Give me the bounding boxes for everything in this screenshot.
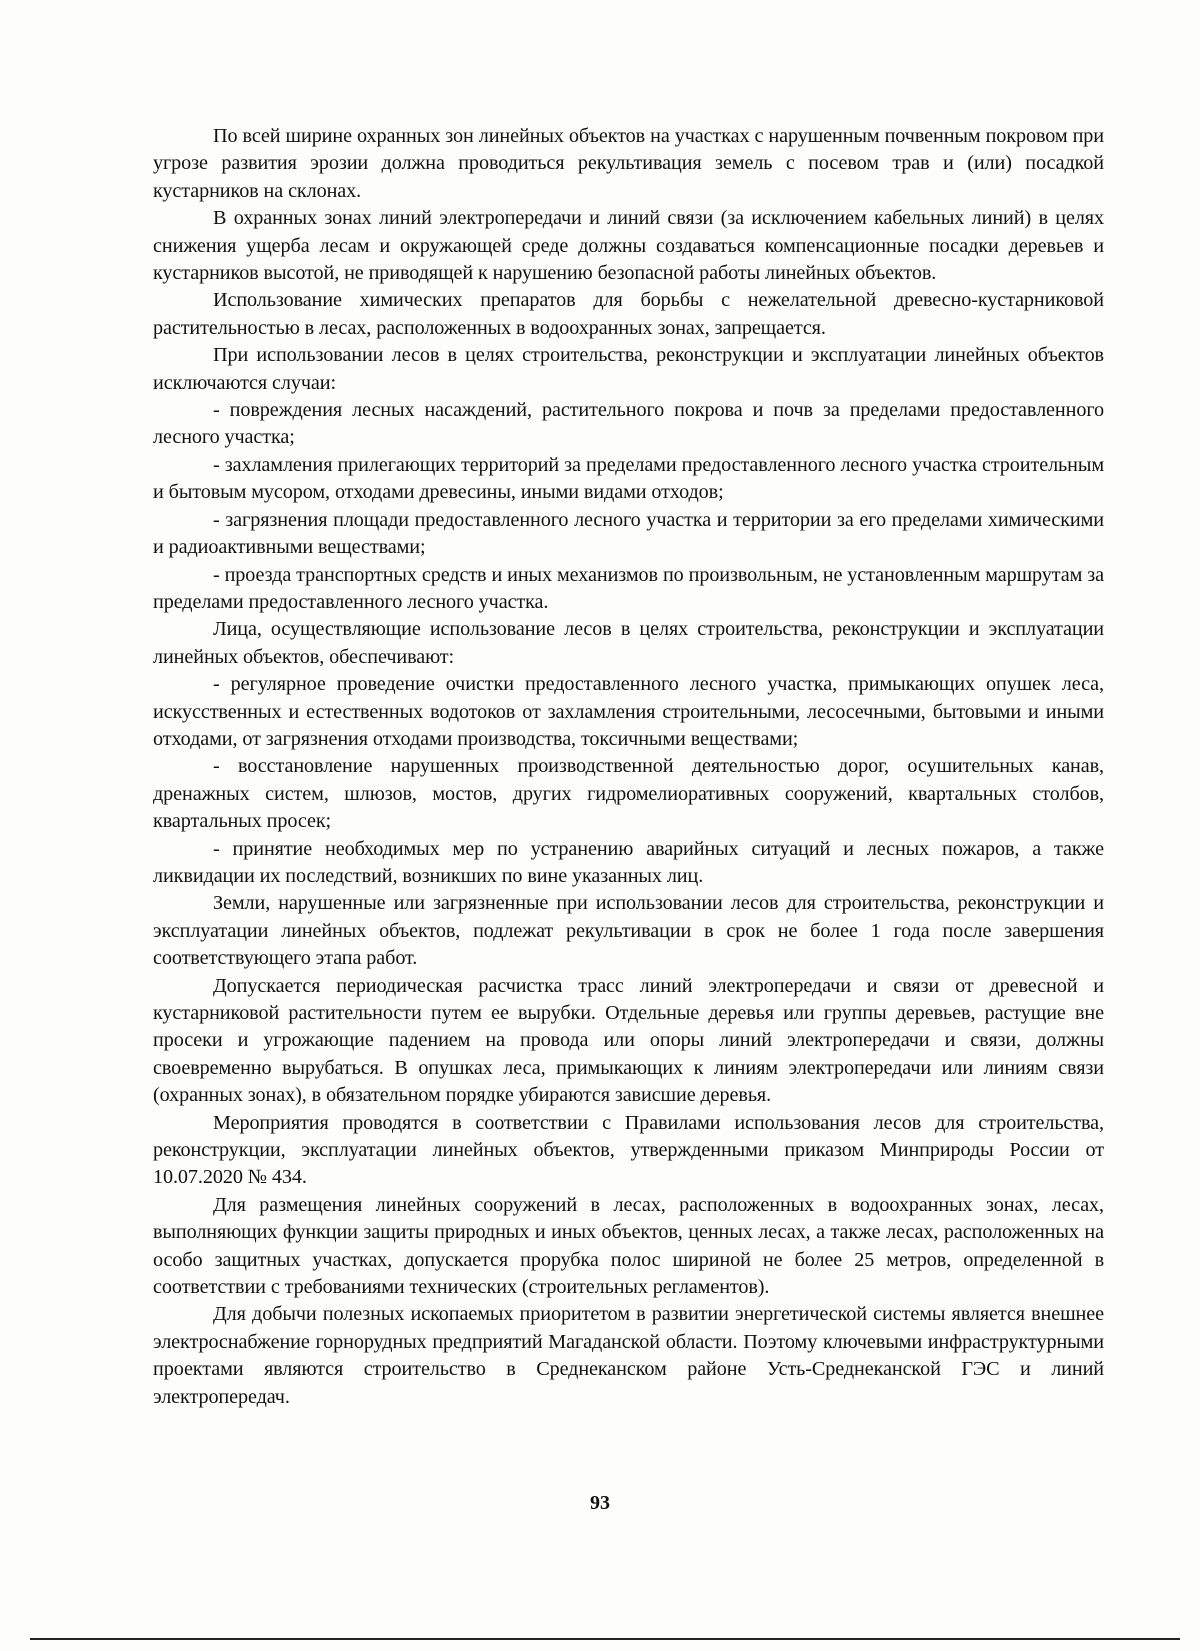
paragraph-excluded-cases-intro: При использовании лесов в целях строительства, реконструкции и эксплуатации линейных объектов исключаются случаи: bbox=[153, 344, 1104, 394]
body-text bbox=[153, 123, 1104, 1411]
list-item-pollution: - загрязнения площади предоставленного лесного участка и территории за его пределами химическими и радиоактивными веществами; bbox=[153, 508, 1104, 559]
paragraph-chemicals-ban: Использование химических препаратов для борьбы с нежелательной древесно-кустарниковой растительностью в лесах, расположенных в водоохранных зонах, запрещается. bbox=[153, 289, 1104, 339]
paragraph-reclamation: По всей ширине охранных зон линейных объектов на участках с нарушенным почвенным покровом при угрозе развития эрозии должна проводиться рекультивация земель с посевом трав и (или) посадкой кустарников на склонах. bbox=[153, 125, 1104, 202]
paragraph-clearing-routes: Допускается периодическая расчистка трасс линий электропередачи и связи от древесной и кустарниковой растительности путем ее вырубки. Отдельные деревья или группы деревьев, растущие вне просеки и угрожающие падением на провода или опоры линий электропередачи и связи, должны своевременно вырубаться. В опушках леса, примыкающих к линиям электропередачи или линиям связи (охранных зонах), в обязательном порядке убираются зависшие деревья. bbox=[153, 974, 1104, 1107]
paragraph-strip-width: Для размещения линейных сооружений в лесах, расположенных в водоохранных зонах, лесах, выполняющих функции защиты природных и иных объектов, ценных лесах, а также лесах, расположенных на особо защитных участках, допускается прорубка полос шириной не более 25 метров, определенной в соответствии с требованиями технических (строительных регламентов). bbox=[153, 1193, 1104, 1299]
list-item-littering: - захламления прилегающих территорий за пределами предоставленного лесного участка строительным и бытовым мусором, отходами древесины, иными видами отходов; bbox=[153, 453, 1104, 504]
list-item-emergency-measures: - принятие необходимых мер по устранению аварийных ситуаций и лесных пожаров, а также ликвидации их последствий, возникших по вине указанных лиц. bbox=[153, 837, 1104, 887]
paragraph-responsibilities-intro: Лица, осуществляющие использование лесов в целях строительства, реконструкции и эксплуатации линейных объектов, обеспечивают: bbox=[153, 618, 1104, 668]
paragraph-compensation-plantings: В охранных зонах линий электропередачи и линий связи (за исключением кабельных линий) в целях снижения ущерба лесам и окружающей среде должны создаваться компенсационные посадки деревьев и кустарников высотой, не приводящей к нарушению безопасной работы линейных объектов. bbox=[153, 207, 1104, 285]
list-item-cleaning: - регулярное проведение очистки предоставленного лесного участка, примыкающих опушек леса, искусственных и естественных водотоков от захламления строительными, лесосечными, бытовыми и иными отходами, от загрязнения отходами производства, токсичными веществами; bbox=[153, 673, 1104, 750]
list-item-restoration: - восстановление нарушенных производственной деятельностью дорог, осушительных канав, дренажных систем, шлюзов, мостов, других гидромелиоративных сооружений, квартальных столбов, квартальных просек; bbox=[153, 755, 1104, 833]
list-item-damage: - повреждения лесных насаждений, растительного покрова и почв за пределами предоставленного лесного участка; bbox=[153, 399, 1104, 449]
paragraph-rules-reference: Мероприятия проводятся в соответствии с Правилами использования лесов для строительства, реконструкции, эксплуатации линейных объектов, утвержденными приказом Минприроды России от 10.07.2020 № 434. bbox=[153, 1111, 1104, 1189]
list-item-vehicle-passage: - проезда транспортных средств и иных механизмов по произвольным, не установленным маршрутам за пределами предоставленного лесного участка. bbox=[153, 563, 1104, 613]
page-number: 93 bbox=[590, 1492, 610, 1514]
paragraph-energy-priority: Для добычи полезных ископаемых приоритетом в развитии энергетической системы является внешнее электроснабжение горнорудных предприятий Магаданской области. Поэтому ключевыми инфраструктурными проектами являются строительство в Среднеканском районе Усть-Среднеканской ГЭС и линий электропередач. bbox=[153, 1303, 1104, 1408]
bottom-divider bbox=[30, 1638, 1180, 1640]
paragraph-recultivation-term: Земли, нарушенные или загрязненные при использовании лесов для строительства, реконструкции и эксплуатации линейных объектов, подлежат рекультивации в срок не более 1 года после завершения соответствующего этапа работ. bbox=[153, 892, 1104, 970]
